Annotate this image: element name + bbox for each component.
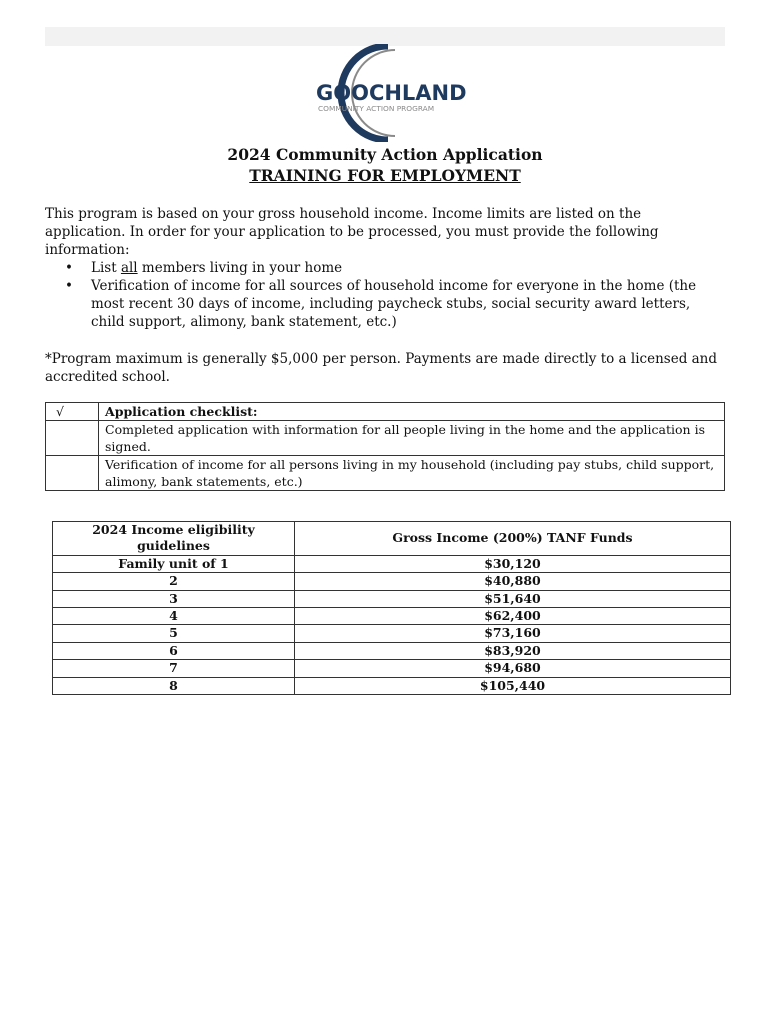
income-cell: $105,440 (295, 677, 731, 694)
table-row (53, 677, 731, 694)
column-header: Gross Income (200%) TANF Funds (295, 522, 731, 556)
program-note: *Program maximum is generally $5,000 per person. Payments are made directly to a licensed and accredited school. (45, 351, 718, 385)
checklist-header: Application checklist: (99, 403, 725, 421)
goochland-logo (300, 44, 475, 142)
table-row (53, 590, 731, 607)
list-item: • List all members living in your home (65, 260, 343, 276)
check-mark-icon: √ (46, 403, 99, 421)
family-size-cell: 2 (53, 573, 295, 590)
table-row (53, 555, 731, 572)
income-cell: $30,120 (295, 555, 731, 572)
income-cell: $83,920 (295, 642, 731, 659)
family-size-cell: 7 (53, 660, 295, 677)
table-row (53, 642, 731, 659)
family-size-cell: 4 (53, 608, 295, 625)
family-size-cell: 8 (53, 677, 295, 694)
page-title: 2024 Community Action Application (227, 145, 543, 164)
application-checklist (45, 402, 725, 491)
family-size-cell: 6 (53, 642, 295, 659)
income-cell: $40,880 (295, 573, 731, 590)
income-guidelines-table (52, 521, 731, 695)
table-row (53, 608, 731, 625)
list-item: • Verification of income for all sources of household income for everyone in the home (the most recent 30 days of income, including paycheck stubs, social security award letters, child support, alimony, bank statement, etc.) (65, 278, 697, 330)
family-size-cell: Family unit of 1 (53, 555, 295, 572)
checklist-item: Verification of income for all persons living in my household (including pay stubs, child support, alimony, bank statements, etc.) (99, 456, 725, 491)
table-row (53, 660, 731, 677)
checklist-item: Completed application with information for all people living in the home and the application is signed. (99, 421, 725, 456)
logo-name: GOOCHLAND (316, 81, 467, 105)
table-row (46, 403, 725, 421)
table-row (46, 421, 725, 456)
income-cell: $73,160 (295, 625, 731, 642)
family-size-cell: 5 (53, 625, 295, 642)
table-header-row (53, 522, 731, 556)
checkbox-cell[interactable] (46, 421, 99, 456)
logo-subtitle: COMMUNITY ACTION PROGRAM (318, 104, 435, 113)
income-cell: $94,680 (295, 660, 731, 677)
intro-paragraph: This program is based on your gross household income. Income limits are listed on the application. In order for your application to be processed, you must provide the following information: (45, 206, 659, 258)
table-row (46, 456, 725, 491)
income-cell: $62,400 (295, 608, 731, 625)
table-row (53, 625, 731, 642)
requirements-list (45, 259, 725, 331)
page-subtitle: TRAINING FOR EMPLOYMENT (249, 166, 521, 185)
column-header: 2024 Income eligibility guidelines (53, 522, 295, 556)
family-size-cell: 3 (53, 590, 295, 607)
income-cell: $51,640 (295, 590, 731, 607)
bullet-icon: • (65, 260, 73, 276)
checkbox-cell[interactable] (46, 456, 99, 491)
table-row (53, 573, 731, 590)
bullet-icon: • (65, 278, 73, 294)
